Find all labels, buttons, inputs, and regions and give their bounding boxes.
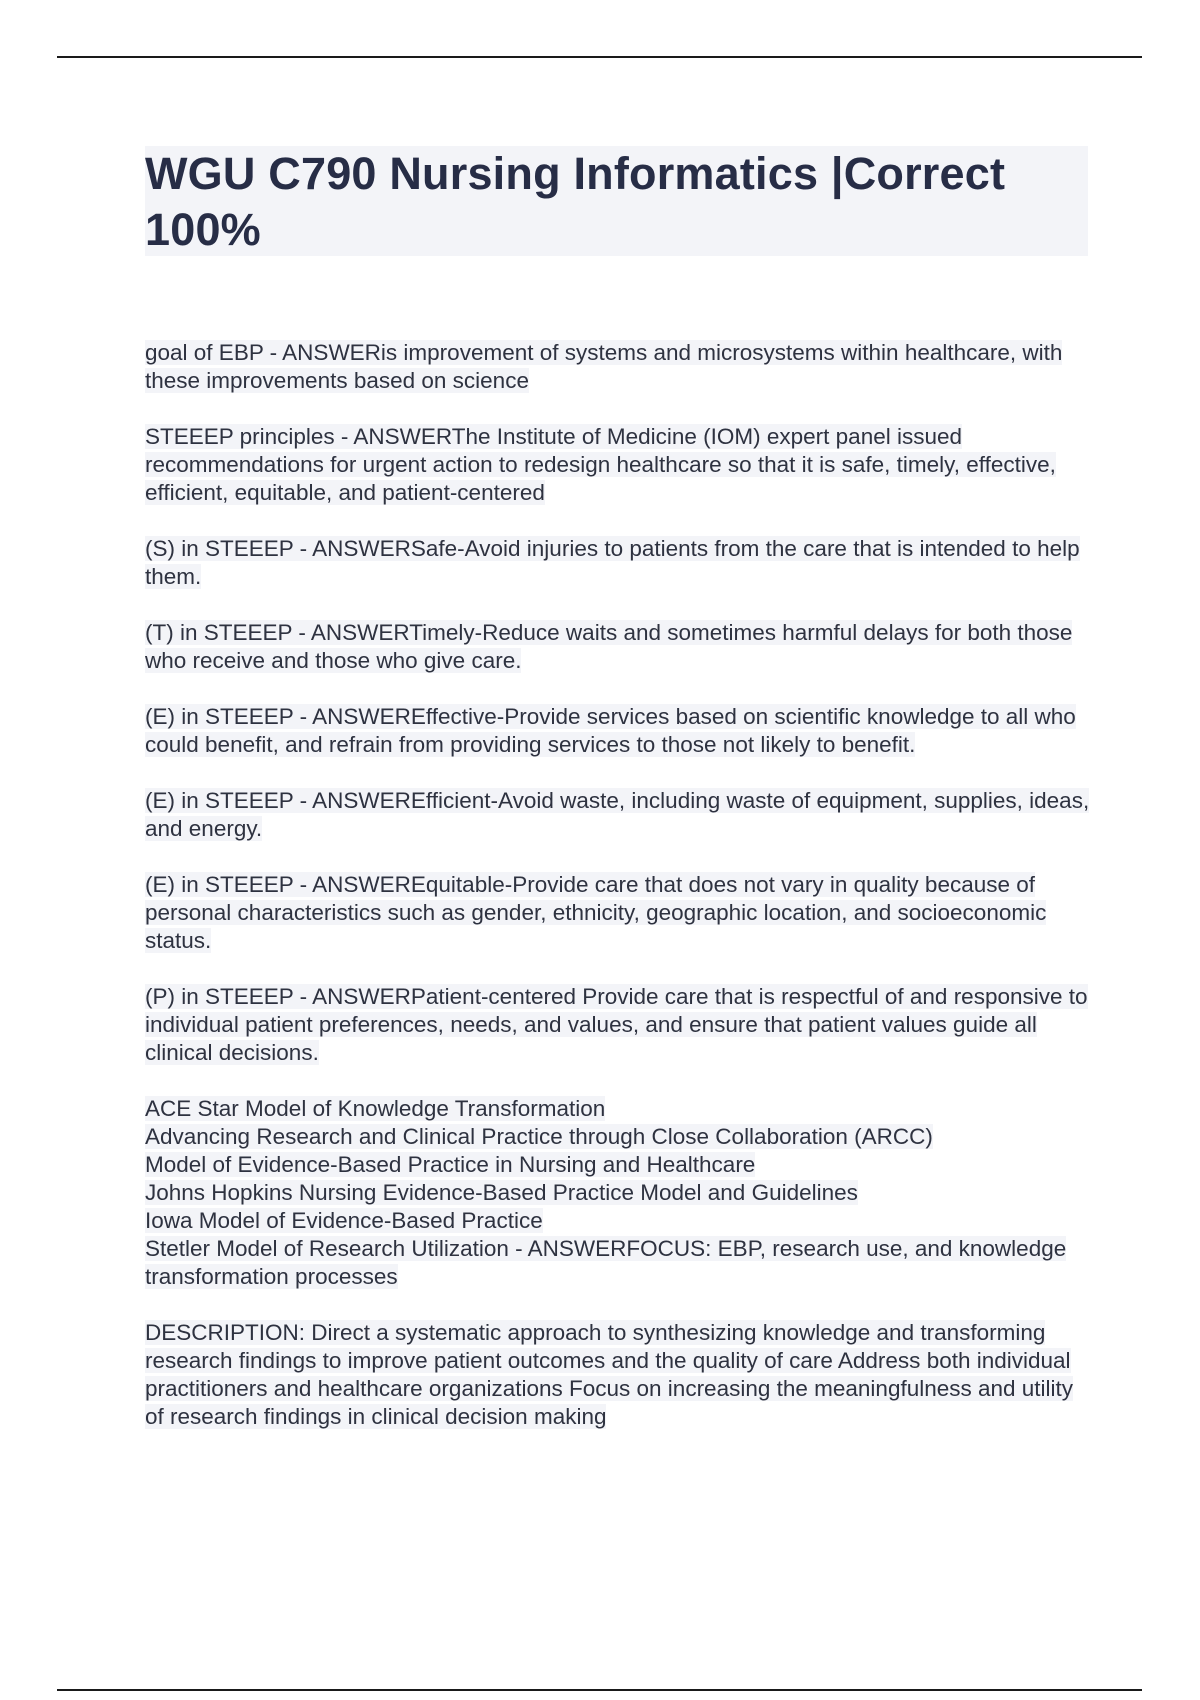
qa-entry-ebp-models bbox=[145, 1095, 1090, 1291]
model-line-johns-hopkins: Johns Hopkins Nursing Evidence-Based Practice Model and Guidelines bbox=[145, 1180, 858, 1205]
document-body bbox=[145, 339, 1090, 1459]
document-title: WGU C790 Nursing Informatics |Correct 100% bbox=[145, 148, 1006, 255]
entry-text: STEEEP principles - ANSWERThe Institute of Medicine (IOM) expert panel issued recommendations for urgent action to redesign healthcare so that it is safe, timely, effective, efficient, equitable, and patient-centered bbox=[145, 424, 1056, 505]
qa-entry-goal-of-ebp bbox=[145, 339, 1090, 395]
entry-text: (E) in STEEEP - ANSWEREfficient-Avoid waste, including waste of equipment, supplies, ideas, and energy. bbox=[145, 788, 1090, 841]
model-line-iowa: Iowa Model of Evidence-Based Practice bbox=[145, 1208, 543, 1233]
qa-entry-efficient bbox=[145, 787, 1090, 843]
entry-text: (E) in STEEEP - ANSWEREffective-Provide services based on scientific knowledge to all who could benefit, and refrain from providing services to those not likely to benefit. bbox=[145, 704, 1076, 757]
entry-text: (T) in STEEEP - ANSWERTimely-Reduce waits and sometimes harmful delays for both those who receive and those who give care. bbox=[145, 620, 1073, 673]
model-line-ebp-nursing: Model of Evidence-Based Practice in Nursing and Healthcare bbox=[145, 1152, 756, 1177]
qa-entry-description bbox=[145, 1319, 1090, 1431]
qa-entry-effective bbox=[145, 703, 1090, 759]
qa-entry-timely bbox=[145, 619, 1090, 675]
entry-text: (P) in STEEEP - ANSWERPatient-centered Provide care that is respectful of and responsive to individual patient preferences, needs, and values, and ensure that patient values guide all clinical decisions. bbox=[145, 984, 1088, 1065]
qa-entry-patient-centered bbox=[145, 983, 1090, 1067]
entry-text: DESCRIPTION: Direct a systematic approach to synthesizing knowledge and transforming research findings to improve patient outcomes and the quality of care Address both individual practitioners and healthcare organizations Focus on increasing the meaningfulness and utility of research findings in clinical decision making bbox=[145, 1320, 1074, 1429]
qa-entry-equitable bbox=[145, 871, 1090, 955]
model-line-stetler: Stetler Model of Research Utilization - ANSWERFOCUS: EBP, research use, and knowledge transformation processes bbox=[145, 1236, 1067, 1289]
entry-text: (E) in STEEEP - ANSWEREquitable-Provide care that does not vary in quality because of personal characteristics such as gender, ethnicity, geographic location, and socioeconomic status. bbox=[145, 872, 1047, 953]
model-line-arcc: Advancing Research and Clinical Practice through Close Collaboration (ARCC) bbox=[145, 1124, 933, 1149]
header-rule bbox=[57, 56, 1142, 58]
qa-entry-steeep-principles bbox=[145, 423, 1090, 507]
model-line-ace-star: ACE Star Model of Knowledge Transformation bbox=[145, 1096, 606, 1121]
qa-entry-safe bbox=[145, 535, 1090, 591]
footer-rule bbox=[57, 1689, 1142, 1691]
entry-text: goal of EBP - ANSWERis improvement of systems and microsystems within healthcare, with these improvements based on science bbox=[145, 340, 1063, 393]
entry-text: (S) in STEEEP - ANSWERSafe-Avoid injuries to patients from the care that is intended to help them. bbox=[145, 536, 1080, 589]
